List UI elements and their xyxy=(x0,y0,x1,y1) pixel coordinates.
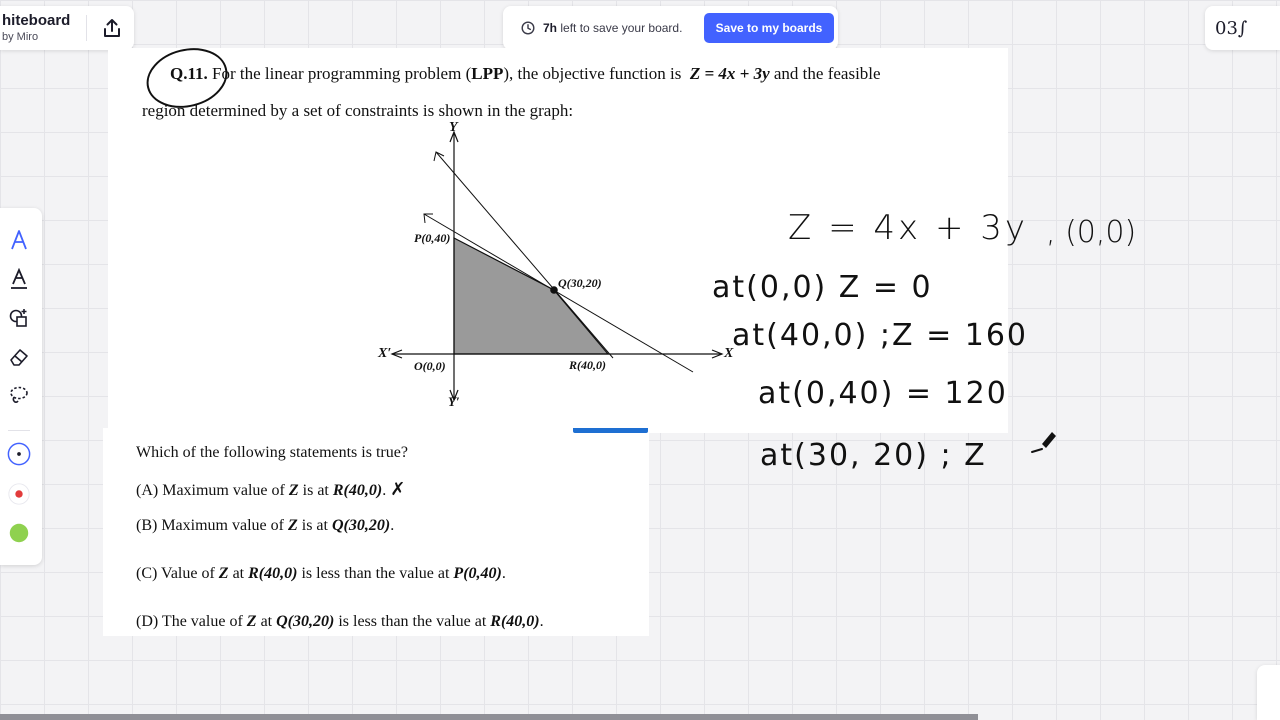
option-c-text: (C) Value of xyxy=(136,565,215,582)
x-axis-label: X xyxy=(724,346,734,361)
color-green-swatch[interactable] xyxy=(7,521,31,545)
option-c-z: Z xyxy=(218,565,229,582)
objective-function: Z = 4x + 3y xyxy=(689,64,770,83)
option-a-end: . xyxy=(382,482,387,499)
option-c-point-2: P(0,40) xyxy=(453,565,502,582)
board-logo-panel[interactable] xyxy=(1205,6,1280,50)
handwritten-side-point: , (0,0) xyxy=(1046,215,1137,250)
option-a-z: Z xyxy=(288,482,299,499)
option-b xyxy=(136,517,394,535)
image-selection-strip xyxy=(573,428,648,433)
save-board-banner xyxy=(503,6,838,50)
app-name: hiteboard xyxy=(2,12,71,29)
question-text-c: and the feasible xyxy=(773,64,881,83)
point-o-label: O(0,0) xyxy=(414,359,446,373)
question-number: Q.11. xyxy=(170,64,208,83)
time-left: 7h xyxy=(543,21,558,35)
shapes-add-icon[interactable] xyxy=(7,306,31,330)
option-d-end: . xyxy=(539,613,544,630)
corner-panel[interactable] xyxy=(1257,665,1280,720)
option-d-z: Z xyxy=(246,613,257,630)
handwritten-line-3: at(0,40) = 120 xyxy=(758,376,1008,411)
option-a xyxy=(136,479,405,500)
question-line-2: region determined by a set of constraints is shown in the graph: xyxy=(142,101,574,120)
question-lpp: LPP xyxy=(471,64,504,83)
option-d-mid: at xyxy=(260,613,273,630)
board-title-panel xyxy=(0,6,134,50)
feasible-region xyxy=(454,238,608,354)
handwritten-line-1: at(0,0) Z = 0 xyxy=(712,270,933,305)
option-d xyxy=(136,613,544,631)
drawing-toolbar xyxy=(0,208,42,565)
question-text-a: For the linear programming problem ( xyxy=(212,64,472,83)
clock-icon xyxy=(521,21,535,35)
point-r-label: R(40,0) xyxy=(569,358,606,372)
option-b-text: (B) Maximum value of xyxy=(136,517,284,534)
question-prompt: Which of the following statements is true? xyxy=(136,444,408,461)
handwritten-line-4: at(30, 20) ; Z xyxy=(760,438,987,473)
option-c-point-1: R(40,0) xyxy=(248,565,298,582)
option-b-mid: is at xyxy=(301,517,328,534)
option-d-point-2: R(40,0) xyxy=(490,613,540,630)
save-message-text: left to save your board. xyxy=(560,21,683,35)
text-style-icon[interactable] xyxy=(7,267,31,291)
x-neg-axis-label: X′ xyxy=(378,346,392,361)
option-a-point: R(40,0) xyxy=(332,482,383,499)
option-d-mid-2: is less than the value at xyxy=(338,613,487,630)
eraser-icon[interactable] xyxy=(7,345,31,369)
color-red-swatch[interactable] xyxy=(7,482,31,506)
option-b-end: . xyxy=(390,517,395,534)
option-b-z: Z xyxy=(287,517,298,534)
y-axis-label: Y xyxy=(449,120,458,135)
horizontal-scrollbar[interactable] xyxy=(0,714,978,720)
pen-cursor-icon xyxy=(1030,428,1060,458)
option-c-mid-2: is less than the value at xyxy=(301,565,450,582)
option-a-mid: is at xyxy=(302,482,329,499)
option-c xyxy=(136,565,506,583)
point-q-label: Q(30,20) xyxy=(558,276,602,290)
app-by-label: by Miro xyxy=(2,31,39,43)
option-c-mid: at xyxy=(232,565,245,582)
save-to-my-boards-button[interactable]: Save to my boards xyxy=(704,13,834,43)
text-tool-icon[interactable] xyxy=(7,228,31,252)
corner-point-q xyxy=(550,286,558,294)
y-neg-axis-label: Y′ xyxy=(448,394,460,409)
question-text-b: ), the objective function is xyxy=(503,64,682,83)
handwritten-line-2: at(40,0) ;Z = 160 xyxy=(732,318,1029,353)
logo-mark: 03∫ xyxy=(1215,18,1248,39)
option-d-point-1: Q(30,20) xyxy=(276,613,335,630)
handwritten-objective: Z = 4x + 3y xyxy=(788,208,1029,248)
handwritten-cross-mark: ✗ xyxy=(390,479,406,500)
divider xyxy=(86,15,87,41)
point-p-label: P(0,40) xyxy=(414,231,451,245)
option-c-end: . xyxy=(501,565,506,582)
option-d-text: (D) The value of xyxy=(136,613,243,630)
color-black-swatch[interactable] xyxy=(7,442,31,466)
export-icon[interactable] xyxy=(101,17,123,39)
handwritten-circle xyxy=(141,48,232,115)
option-b-point: Q(30,20) xyxy=(331,517,391,534)
lasso-icon[interactable] xyxy=(7,384,31,408)
option-a-text: (A) Maximum value of xyxy=(136,482,285,499)
toolbar-divider xyxy=(8,430,30,431)
save-message xyxy=(543,21,682,35)
